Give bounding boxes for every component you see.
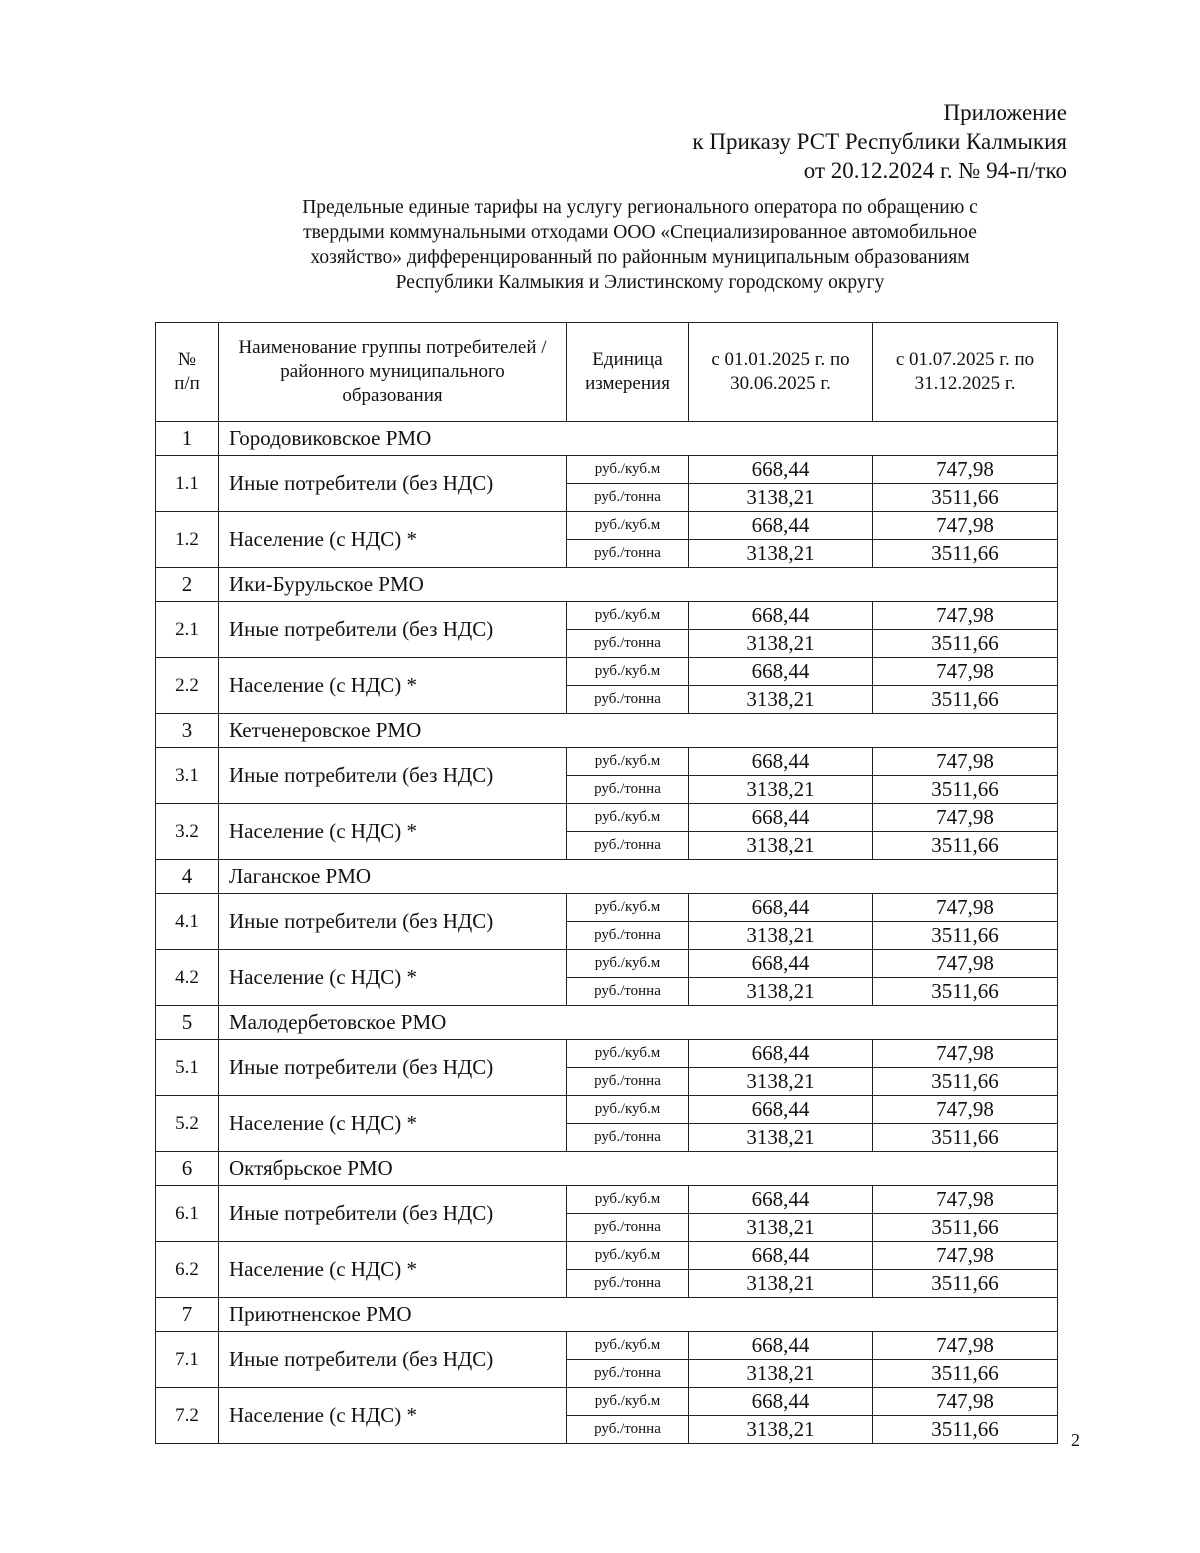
table-row xyxy=(156,748,1058,776)
group-number: 2.1 xyxy=(156,602,219,658)
section-number: 1 xyxy=(156,422,219,456)
appendix-header xyxy=(692,98,1067,185)
section-number: 7 xyxy=(156,1298,219,1332)
section-name: Приютненское РМО xyxy=(219,1298,1058,1332)
tariff-period1: 3138,21 xyxy=(689,1124,873,1152)
table-row xyxy=(156,602,1058,630)
unit-cell: руб./куб.м xyxy=(567,1242,689,1270)
unit-cell: руб./куб.м xyxy=(567,658,689,686)
tariff-period1: 3138,21 xyxy=(689,776,873,804)
group-number: 4.1 xyxy=(156,894,219,950)
tariff-period1: 668,44 xyxy=(689,804,873,832)
tariff-period1: 668,44 xyxy=(689,512,873,540)
tariff-period2: 747,98 xyxy=(873,950,1058,978)
tariff-period1: 3138,21 xyxy=(689,484,873,512)
unit-cell: руб./тонна xyxy=(567,686,689,714)
group-number: 6.2 xyxy=(156,1242,219,1298)
section-name: Городовиковское РМО xyxy=(219,422,1058,456)
tariff-period2: 747,98 xyxy=(873,894,1058,922)
group-name: Население (с НДС) * xyxy=(219,1242,567,1298)
section-name: Октябрьское РМО xyxy=(219,1152,1058,1186)
tariff-period1: 3138,21 xyxy=(689,1068,873,1096)
unit-cell: руб./тонна xyxy=(567,1068,689,1096)
group-name: Население (с НДС) * xyxy=(219,1388,567,1444)
table-header-row xyxy=(156,323,1058,422)
title-line: Предельные единые тарифы на услугу регионального оператора по обращению с xyxy=(302,197,978,218)
section-name: Лаганское РМО xyxy=(219,860,1058,894)
group-name: Население (с НДС) * xyxy=(219,658,567,714)
group-name: Иные потребители (без НДС) xyxy=(219,1332,567,1388)
tariff-period2: 747,98 xyxy=(873,1332,1058,1360)
unit-cell: руб./куб.м xyxy=(567,748,689,776)
tariff-period2: 747,98 xyxy=(873,748,1058,776)
tariff-period2: 747,98 xyxy=(873,512,1058,540)
tariff-period2: 747,98 xyxy=(873,1242,1058,1270)
title-line: твердыми коммунальными отходами ООО «Специализированное автомобильное xyxy=(303,222,977,243)
tariff-period1: 668,44 xyxy=(689,456,873,484)
section-row xyxy=(156,1298,1058,1332)
group-name: Население (с НДС) * xyxy=(219,804,567,860)
tariff-period2: 747,98 xyxy=(873,602,1058,630)
table-row xyxy=(156,950,1058,978)
title-line: Республики Калмыкия и Элистинскому городскому округу xyxy=(395,272,885,293)
unit-cell: руб./куб.м xyxy=(567,950,689,978)
tariff-period1: 3138,21 xyxy=(689,1270,873,1298)
tariff-period2: 3511,66 xyxy=(873,484,1058,512)
unit-cell: руб./тонна xyxy=(567,1360,689,1388)
group-number: 7.2 xyxy=(156,1388,219,1444)
section-row xyxy=(156,422,1058,456)
col-header-period1: с 01.01.2025 г. по 30.06.2025 г. xyxy=(689,323,873,422)
tariff-period1: 668,44 xyxy=(689,950,873,978)
col-header-name: Наименование группы потребителей / районного муниципального образования xyxy=(219,323,567,422)
unit-cell: руб./тонна xyxy=(567,1124,689,1152)
title-line: хозяйство» дифференцированный по районным муниципальным образованиям xyxy=(310,247,970,268)
group-name: Иные потребители (без НДС) xyxy=(219,748,567,804)
unit-cell: руб./куб.м xyxy=(567,1040,689,1068)
unit-cell: руб./тонна xyxy=(567,630,689,658)
table-row xyxy=(156,512,1058,540)
group-number: 5.2 xyxy=(156,1096,219,1152)
unit-cell: руб./тонна xyxy=(567,832,689,860)
unit-cell: руб./куб.м xyxy=(567,894,689,922)
tariff-period1: 3138,21 xyxy=(689,922,873,950)
group-number: 2.2 xyxy=(156,658,219,714)
tariff-period2: 3511,66 xyxy=(873,832,1058,860)
unit-cell: руб./тонна xyxy=(567,1416,689,1444)
section-number: 2 xyxy=(156,568,219,602)
unit-cell: руб./тонна xyxy=(567,1270,689,1298)
group-number: 6.1 xyxy=(156,1186,219,1242)
tariff-period1: 668,44 xyxy=(689,1096,873,1124)
order-date-number: от 20.12.2024 г. № 94-п/тко xyxy=(803,158,1067,183)
section-row xyxy=(156,860,1058,894)
tariff-period2: 3511,66 xyxy=(873,1214,1058,1242)
unit-cell: руб./тонна xyxy=(567,776,689,804)
col-header-num: № п/п xyxy=(156,323,219,422)
table-row xyxy=(156,804,1058,832)
tariff-period2: 747,98 xyxy=(873,1096,1058,1124)
tariff-period2: 747,98 xyxy=(873,1186,1058,1214)
tariff-period1: 668,44 xyxy=(689,658,873,686)
section-row xyxy=(156,568,1058,602)
unit-cell: руб./тонна xyxy=(567,978,689,1006)
unit-cell: руб./тонна xyxy=(567,484,689,512)
group-number: 4.2 xyxy=(156,950,219,1006)
tariff-period2: 747,98 xyxy=(873,804,1058,832)
tariff-period2: 747,98 xyxy=(873,658,1058,686)
table-row xyxy=(156,456,1058,484)
tariff-period2: 3511,66 xyxy=(873,686,1058,714)
table-row xyxy=(156,1096,1058,1124)
tariff-period2: 3511,66 xyxy=(873,540,1058,568)
unit-cell: руб./куб.м xyxy=(567,804,689,832)
section-row xyxy=(156,1006,1058,1040)
unit-cell: руб./куб.м xyxy=(567,512,689,540)
tariff-period1: 668,44 xyxy=(689,1186,873,1214)
table-row xyxy=(156,1242,1058,1270)
section-number: 3 xyxy=(156,714,219,748)
tariff-period1: 668,44 xyxy=(689,602,873,630)
group-name: Население (с НДС) * xyxy=(219,950,567,1006)
tariff-period1: 3138,21 xyxy=(689,1416,873,1444)
group-number: 7.1 xyxy=(156,1332,219,1388)
table-row xyxy=(156,1332,1058,1360)
unit-cell: руб./тонна xyxy=(567,540,689,568)
tariff-period1: 668,44 xyxy=(689,748,873,776)
tariff-period2: 3511,66 xyxy=(873,630,1058,658)
section-name: Малодербетовское РМО xyxy=(219,1006,1058,1040)
group-name: Население (с НДС) * xyxy=(219,1096,567,1152)
tariff-period2: 3511,66 xyxy=(873,1270,1058,1298)
order-reference: к Приказу РСТ Республики Калмыкия xyxy=(692,129,1067,154)
section-number: 6 xyxy=(156,1152,219,1186)
unit-cell: руб./тонна xyxy=(567,1214,689,1242)
unit-cell: руб./куб.м xyxy=(567,1388,689,1416)
group-name: Население (с НДС) * xyxy=(219,512,567,568)
tariff-period1: 3138,21 xyxy=(689,1214,873,1242)
col-header-period2: с 01.07.2025 г. по 31.12.2025 г. xyxy=(873,323,1058,422)
unit-cell: руб./куб.м xyxy=(567,1332,689,1360)
tariff-period2: 3511,66 xyxy=(873,776,1058,804)
table-row xyxy=(156,658,1058,686)
section-number: 5 xyxy=(156,1006,219,1040)
tariff-period2: 3511,66 xyxy=(873,1416,1058,1444)
section-row xyxy=(156,1152,1058,1186)
table-row xyxy=(156,894,1058,922)
tariff-period1: 668,44 xyxy=(689,1040,873,1068)
table-row xyxy=(156,1040,1058,1068)
group-number: 3.2 xyxy=(156,804,219,860)
tariff-period1: 3138,21 xyxy=(689,978,873,1006)
tariff-period2: 3511,66 xyxy=(873,1360,1058,1388)
group-number: 5.1 xyxy=(156,1040,219,1096)
section-name: Кетченеровское РМО xyxy=(219,714,1058,748)
tariff-period1: 3138,21 xyxy=(689,1360,873,1388)
page-number: 2 xyxy=(1071,1430,1080,1450)
unit-cell: руб./куб.м xyxy=(567,1186,689,1214)
unit-cell: руб./тонна xyxy=(567,922,689,950)
tariff-period1: 668,44 xyxy=(689,894,873,922)
table-row xyxy=(156,1388,1058,1416)
table-body xyxy=(156,422,1058,1444)
tariff-period1: 668,44 xyxy=(689,1242,873,1270)
group-number: 1.1 xyxy=(156,456,219,512)
group-number: 1.2 xyxy=(156,512,219,568)
group-name: Иные потребители (без НДС) xyxy=(219,894,567,950)
group-name: Иные потребители (без НДС) xyxy=(219,1040,567,1096)
col-header-unit: Единица измерения xyxy=(567,323,689,422)
tariff-period1: 3138,21 xyxy=(689,686,873,714)
tariff-period1: 668,44 xyxy=(689,1388,873,1416)
table-row xyxy=(156,1186,1058,1214)
tariff-period2: 3511,66 xyxy=(873,1124,1058,1152)
tariff-period2: 3511,66 xyxy=(873,922,1058,950)
tariff-period2: 3511,66 xyxy=(873,978,1058,1006)
tariff-period1: 3138,21 xyxy=(689,832,873,860)
section-name: Ики-Бурульское РМО xyxy=(219,568,1058,602)
tariff-period2: 747,98 xyxy=(873,456,1058,484)
section-number: 4 xyxy=(156,860,219,894)
appendix-label: Приложение xyxy=(943,100,1067,125)
unit-cell: руб./куб.м xyxy=(567,1096,689,1124)
tariff-period2: 3511,66 xyxy=(873,1068,1058,1096)
section-row xyxy=(156,714,1058,748)
document-title xyxy=(200,195,1080,295)
group-name: Иные потребители (без НДС) xyxy=(219,456,567,512)
tariff-table xyxy=(155,322,1058,1444)
unit-cell: руб./куб.м xyxy=(567,602,689,630)
unit-cell: руб./куб.м xyxy=(567,456,689,484)
tariff-period2: 747,98 xyxy=(873,1388,1058,1416)
group-name: Иные потребители (без НДС) xyxy=(219,602,567,658)
tariff-period1: 3138,21 xyxy=(689,540,873,568)
tariff-period1: 668,44 xyxy=(689,1332,873,1360)
group-number: 3.1 xyxy=(156,748,219,804)
tariff-period2: 747,98 xyxy=(873,1040,1058,1068)
tariff-period1: 3138,21 xyxy=(689,630,873,658)
group-name: Иные потребители (без НДС) xyxy=(219,1186,567,1242)
